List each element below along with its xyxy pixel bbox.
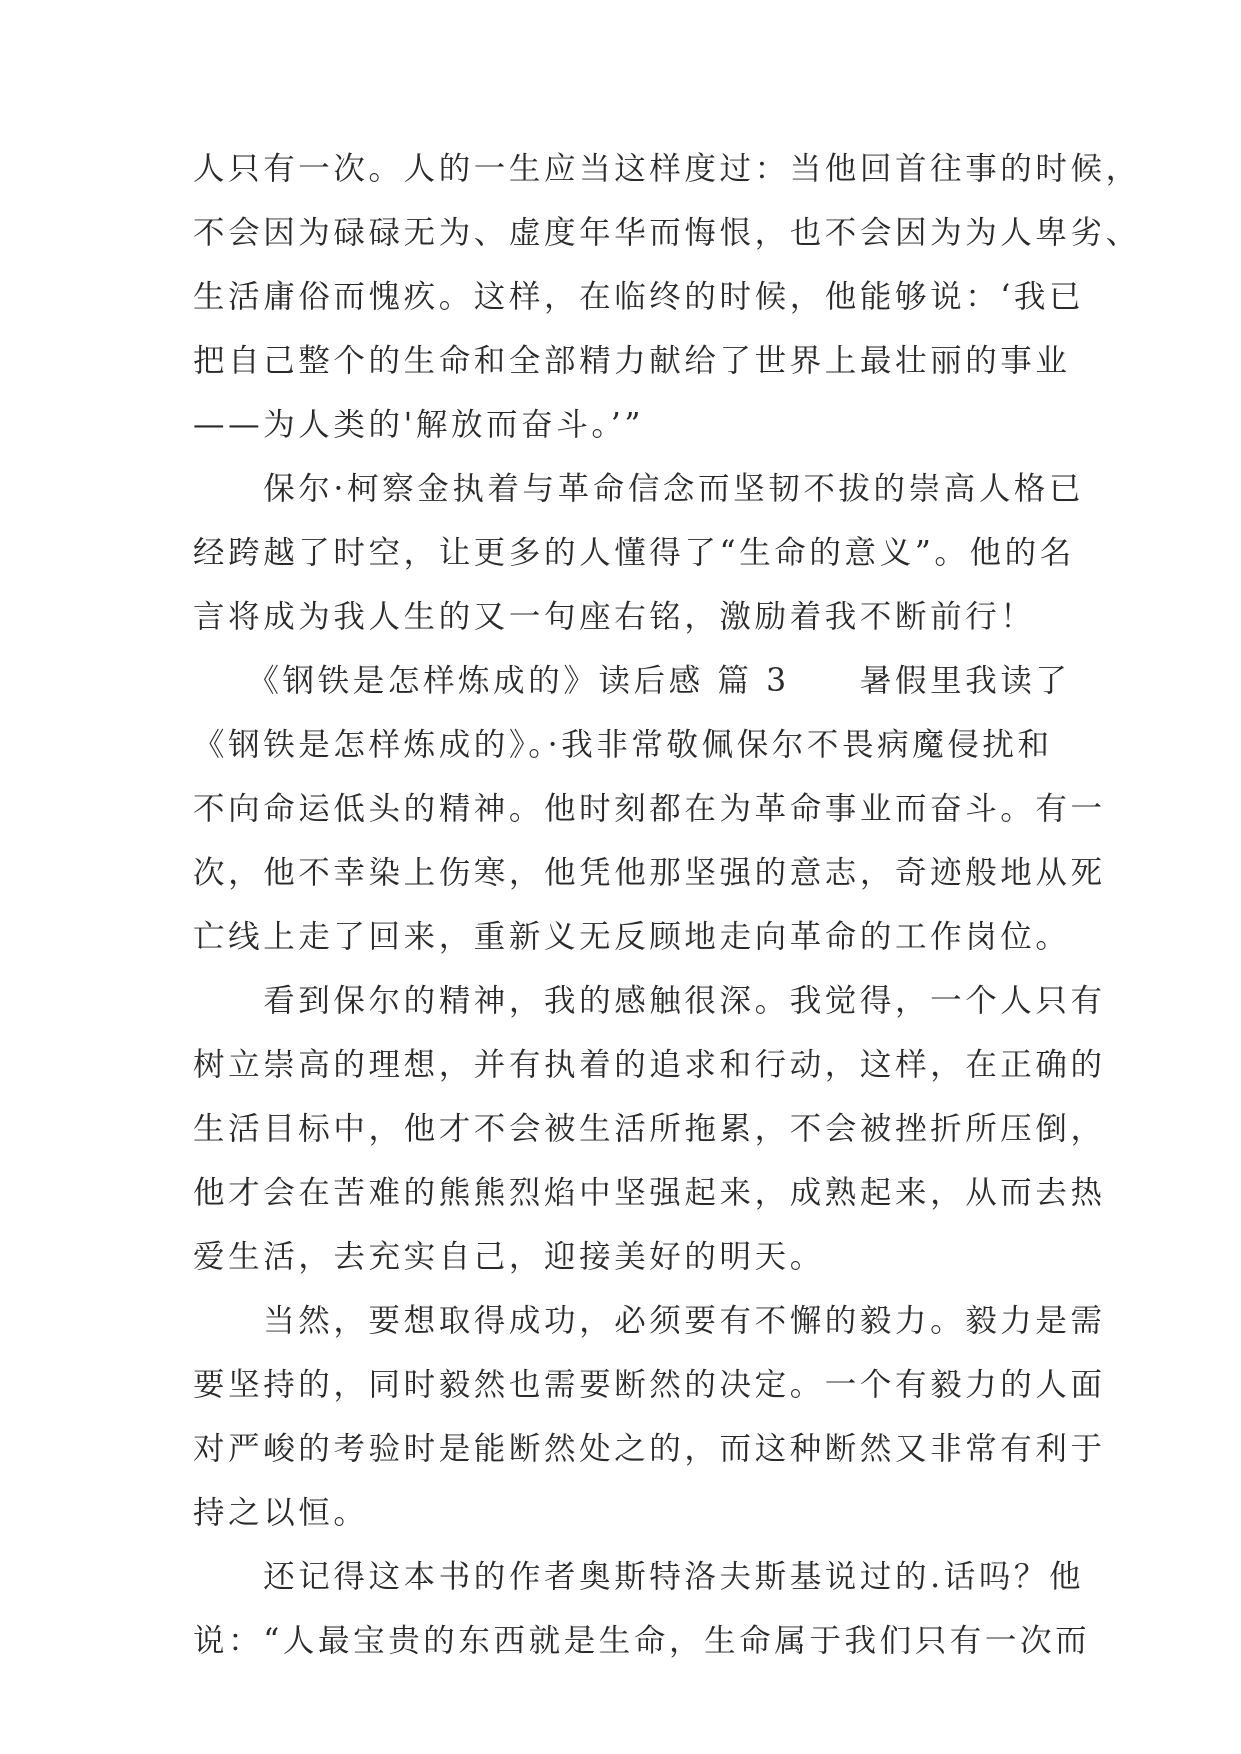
text-line: 《钢铁是怎样炼成的》读后感 篇 3 暑假里我读了 (193, 663, 1071, 699)
text-line: 亡线上走了回来，重新义无反顾地走向革命的工作岗位。 (193, 919, 1071, 955)
text-line: 树立崇高的理想，并有执着的追求和行动，这样，在正确的 (193, 1047, 1106, 1083)
body-text (193, 137, 1141, 1673)
text-line: 人只有一次。人的一生应当这样度过：当他回首往事的时候， (193, 151, 1141, 187)
text-line: 不向命运低头的精神。他时刻都在为革命事业而奋斗。有一 (193, 791, 1106, 827)
text-line: 《钢铁是怎样炼成的》。·我非常敬佩保尔不畏病魔侵扰和 (193, 727, 1053, 763)
text-line: 爱生活，去充实自己，迎接美好的明天。 (193, 1239, 825, 1275)
text-line: 当然，要想取得成功，必须要有不懈的毅力。毅力是需 (193, 1303, 1106, 1339)
text-line: 把自己整个的生命和全部精力献给了世界上最壮丽的事业 (193, 343, 1071, 379)
text-line: 还记得这本书的作者奥斯特洛夫斯基说过的.话吗？他 (193, 1559, 1085, 1595)
text-line: 言将成为我人生的又一句座右铭，激励着我不断前行！ (193, 599, 1036, 635)
text-line: 说：“人最宝贵的东西就是生命，生命属于我们只有一次而 (193, 1623, 1091, 1659)
text-line: 对严峻的考验时是能断然处之的，而这种断然又非常有利于 (193, 1431, 1106, 1467)
text-line: 看到保尔的精神，我的感触很深。我觉得，一个人只有 (193, 983, 1106, 1019)
text-line: 不会因为碌碌无为、虚度年华而悔恨，也不会因为为人卑劣、 (193, 215, 1141, 251)
text-line: 他才会在苦难的熊熊烈焰中坚强起来，成熟起来，从而去热 (193, 1175, 1106, 1211)
text-line: 生活庸俗而愧疚。这样，在临终的时候，他能够说：‘我已 (193, 279, 1085, 315)
text-line: 持之以恒。 (193, 1495, 369, 1531)
text-line: 要坚持的，同时毅然也需要断然的决定。一个有毅力的人面 (193, 1367, 1106, 1403)
text-line: 保尔·柯察金执着与革命信念而坚韧不拔的崇高人格已 (193, 471, 1085, 507)
text-line: 经跨越了时空，让更多的人懂得了“生命的意义”。他的名 (193, 535, 1075, 571)
text-line: ——为人类的'解放而奋斗。’” (193, 407, 645, 443)
text-line: 次，他不幸染上伤寒，他凭他那坚强的意志，奇迹般地从死 (193, 855, 1106, 891)
text-line: 生活目标中，他才不会被生活所拖累，不会被挫折所压倒， (193, 1111, 1106, 1147)
